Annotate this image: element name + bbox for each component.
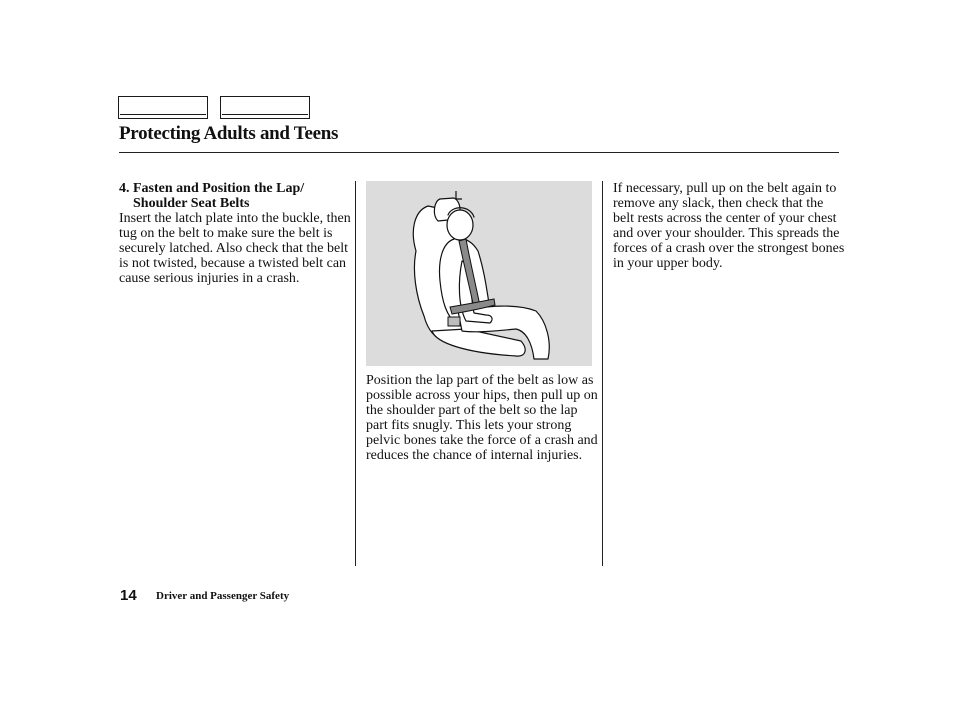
column-divider-left [355, 181, 356, 566]
step-body-text: Insert the latch plate into the buckle, then tug on the belt to make sure the belt is securely latched. Also check that the belt is not twisted, because a twisted belt can cause serious injuries in a crash. [119, 211, 351, 286]
right-column [613, 181, 845, 271]
seated-occupant-drawing [366, 181, 592, 366]
page-title: Protecting Adults and Teens [119, 123, 339, 144]
step-heading-line2: Shoulder Seat Belts [133, 196, 250, 211]
section-name: Driver and Passenger Safety [156, 590, 290, 602]
page-number: 14 [120, 587, 137, 604]
right-column-text: If necessary, pull up on the belt again to remove any slack, then check that the belt rests across the center of your chest and over your shoulder. This spreads the forces of a crash over the strongest bones in your upper body. [613, 181, 845, 271]
step-heading [119, 181, 351, 211]
belt-anchor [456, 191, 462, 199]
title-divider [119, 152, 839, 153]
nav-next-button[interactable] [220, 96, 310, 119]
left-column [119, 181, 351, 286]
seat-belt-illustration [366, 181, 592, 366]
column-divider-right [602, 181, 603, 566]
step-heading-line1: Fasten and Position the Lap/ [133, 181, 305, 196]
figure-caption-text: Position the lap part of the belt as low as possible across your hips, then pull up on the shoulder part of the belt so the lap part fits snugly. This lets your strong pelvic bones take the force of a crash and reduces the chance of internal injuries. [366, 373, 598, 463]
nav-previous-button[interactable] [118, 96, 208, 119]
buckle [448, 317, 460, 326]
step-number: 4. [119, 181, 130, 196]
figure-caption [366, 373, 598, 463]
